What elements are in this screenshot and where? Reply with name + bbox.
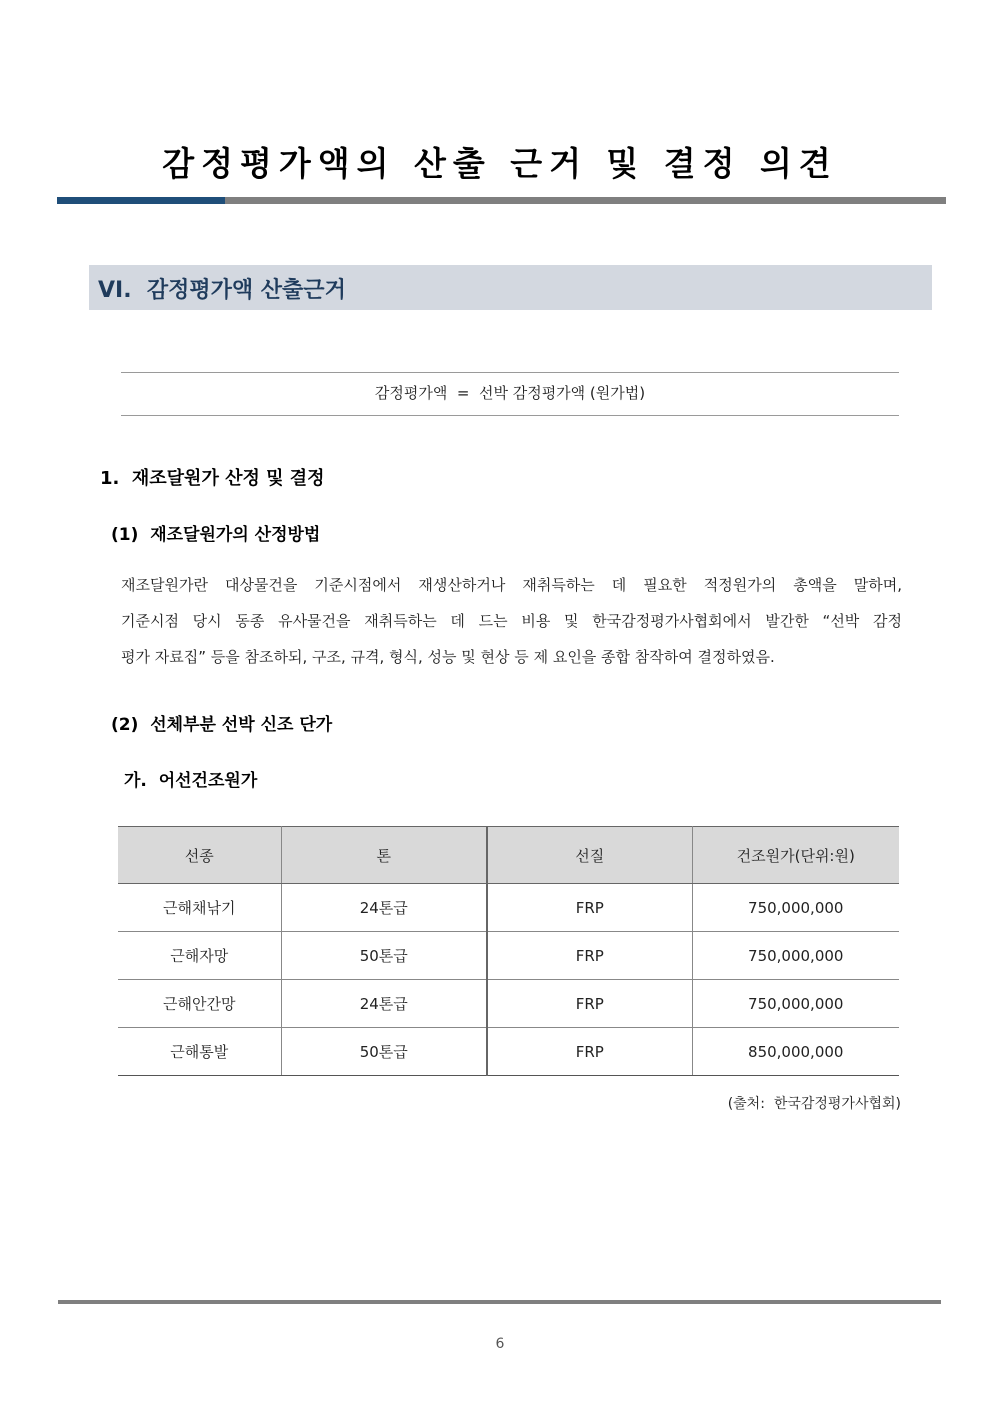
table-row [118,932,899,980]
column-header: 톤 [281,827,487,884]
table-cell: 24톤급 [281,884,487,932]
table-row [118,980,899,1028]
table-cell: 750,000,000 [692,980,899,1028]
table-cell: FRP [487,1028,692,1076]
document-title: 감정평가액의 산출 근거 및 결정 의견 [162,144,838,183]
title-rule-accent [57,197,225,204]
formula-text: 감정평가액 = 선박 감정평가액 (원가법) [374,384,646,402]
table-cell: 50톤급 [281,932,487,980]
formula-bottom-rule [121,415,899,416]
heading-replacement-cost: 1. 재조달원가 산정 및 결정 [100,468,325,489]
column-header: 선종 [118,827,281,884]
table-cell: 50톤급 [281,1028,487,1076]
table-cell: 750,000,000 [692,932,899,980]
column-header: 건조원가(단위:원) [692,827,899,884]
section-heading: VI. 감정평가액 산출근거 [98,278,346,303]
table-header-row [118,827,899,884]
heading-calculation-method: (1) 재조달원가의 산정방법 [111,525,321,545]
table-cell: 850,000,000 [692,1028,899,1076]
paragraph-line: 재조달원가란 대상물건을 기준시점에서 재생산하거나 재취득하는 데 필요한 적정원가의 총액을 말하며, [121,576,902,594]
page-number: 6 [495,1336,505,1352]
title-rule [225,197,946,204]
table-cell: 24톤급 [281,980,487,1028]
formula-top-rule [121,372,899,373]
table-cell: 근해통발 [118,1028,281,1076]
section-banner [89,265,932,310]
column-header: 선질 [487,827,692,884]
table-cell: 근해안간망 [118,980,281,1028]
table-cell: FRP [487,980,692,1028]
table-cell: 750,000,000 [692,884,899,932]
paragraph-line: 평가 자료집” 등을 참조하되, 구조, 규격, 형식, 성능 및 현상 등 제 요인을 종합 참작하여 결정하였음. [121,648,775,666]
footer-rule [58,1300,941,1304]
table-cell: FRP [487,884,692,932]
heading-unit-price: (2) 선체부분 선박 신조 단가 [111,715,333,735]
heading-fishing-vessel-cost: 가. 어선건조원가 [124,771,258,791]
table-cell: FRP [487,932,692,980]
table-row [118,884,899,932]
table-source-note: (출처: 한국감정평가사협회) [727,1096,901,1112]
paragraph-line: 기준시점 당시 동종 유사물건을 재취득하는 데 드는 비용 및 한국감정평가사협회에서 발간한 “선박 감정 [121,612,902,630]
vessel-cost-table [118,826,899,1076]
table-row [118,1028,899,1076]
table-cell: 근해자망 [118,932,281,980]
table-cell: 근해채낚기 [118,884,281,932]
